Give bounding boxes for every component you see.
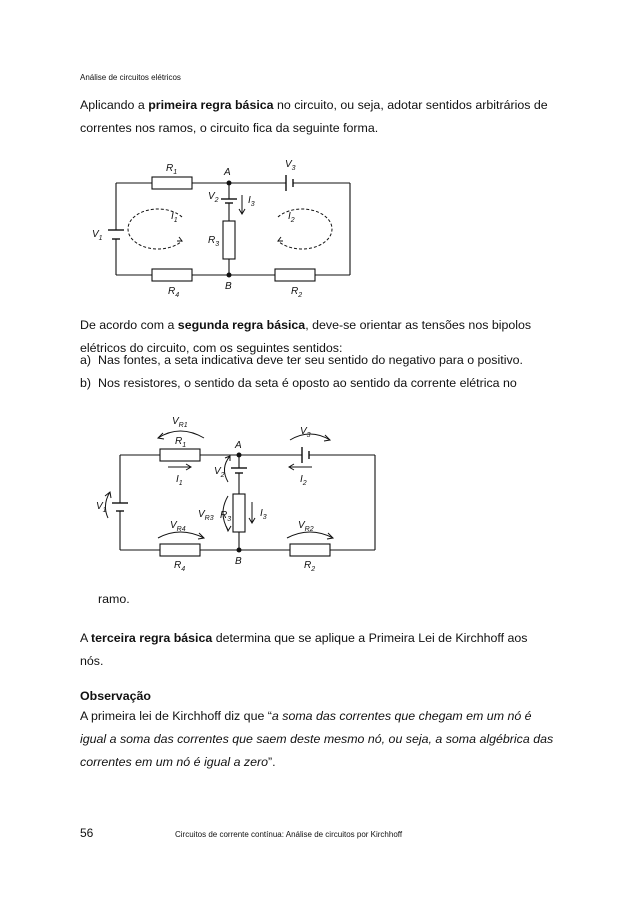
paragraph-second-rule: De acordo com a segunda regra básica, deve-se orientar as tensões nos bipolos elétricos do circuito, com os seguintes sentidos: bbox=[80, 318, 532, 355]
bold-first-rule: primeira regra básica bbox=[148, 98, 274, 112]
label-node-a: A bbox=[235, 440, 242, 451]
label-node-b: B bbox=[225, 281, 232, 292]
page-number: 56 bbox=[80, 826, 94, 840]
label-r1: $R_1$ bbox=[166, 163, 178, 176]
bold-second-rule: segunda regra básica bbox=[177, 318, 306, 332]
resistor-r4 bbox=[152, 269, 192, 281]
label-vr1: $V_{R1}$ bbox=[172, 416, 188, 429]
running-footer: Circuitos de corrente contínua: Análise de circuitos por Kirchhoff bbox=[175, 830, 403, 839]
node-b bbox=[237, 548, 242, 553]
observation-title: Observação bbox=[80, 689, 151, 703]
label-r3: $R_3$ bbox=[208, 235, 220, 248]
label-vr2: $V_{R2}$ bbox=[298, 520, 314, 533]
node-a bbox=[237, 453, 242, 458]
running-header: Análise de circuitos elétricos bbox=[80, 73, 181, 82]
label-v1: $V_1$ bbox=[96, 501, 107, 514]
resistor-r3 bbox=[223, 221, 235, 259]
label-r3: $R_3$ bbox=[220, 510, 232, 523]
list-item-a: a) Nas fontes, a seta indicativa deve ter seu sentido do negativo para o positivo. bbox=[80, 353, 523, 367]
label-i2: $I_2$ bbox=[300, 474, 307, 487]
label-vr3: $V_{R3}$ bbox=[198, 509, 214, 522]
label-r4: $R_4$ bbox=[174, 560, 186, 573]
label-i3: $I_3$ bbox=[260, 508, 267, 521]
current-arrow-i3 bbox=[239, 195, 245, 214]
source-v3 bbox=[302, 447, 309, 463]
voltage-arrow-v2 bbox=[224, 456, 230, 482]
label-r2: $R_2$ bbox=[304, 560, 316, 573]
list-item-b: b) Nos resistores, o sentido da seta é oposto ao sentido da corrente elétrica no bbox=[80, 376, 517, 390]
resistor-r2 bbox=[290, 544, 330, 556]
source-v2 bbox=[231, 468, 247, 473]
source-v2 bbox=[221, 199, 237, 203]
label-r4: $R_4$ bbox=[168, 286, 180, 299]
label-v3: $V_3$ bbox=[300, 426, 311, 439]
paragraph-third-rule: A terceira regra básica determina que se aplique a Primeira Lei de Kirchhoff aos nós. bbox=[80, 631, 528, 668]
source-v1 bbox=[112, 503, 128, 511]
resistor-r4 bbox=[160, 544, 200, 556]
loop-arrow-i1 bbox=[128, 209, 182, 249]
label-v3: $V_3$ bbox=[285, 159, 296, 172]
resistor-r1 bbox=[160, 449, 200, 461]
label-i1: $I_1$ bbox=[171, 211, 178, 224]
paragraph-first-rule: Aplicando a primeira regra básica no circuito, ou seja, adotar sentidos arbitrários de correntes nos ramos, o circuito fica da seguinte forma. bbox=[80, 98, 548, 135]
bold-third-rule: terceira regra básica bbox=[91, 631, 213, 645]
voltage-arrow-v1 bbox=[105, 492, 110, 518]
resistor-r3 bbox=[233, 494, 245, 532]
observation-text: A primeira lei de Kirchhoff diz que “a soma das correntes que chegam em um nó é igual a soma das correntes que saem deste mesmo nó, ou seja, a soma algébrica das correntes em um nó é igual a zero”. bbox=[80, 709, 554, 769]
label-v1: $V_1$ bbox=[92, 229, 103, 242]
label-vr4: $V_{R4}$ bbox=[170, 520, 186, 533]
list-item-b-continuation: ramo. bbox=[98, 592, 130, 606]
label-v2: $V_2$ bbox=[208, 191, 219, 204]
label-r2: $R_2$ bbox=[291, 286, 303, 299]
source-v3 bbox=[286, 175, 293, 191]
source-v1 bbox=[108, 230, 124, 239]
label-node-a: A bbox=[224, 167, 231, 178]
node-b bbox=[227, 273, 232, 278]
loop-arrow-i2 bbox=[278, 209, 332, 249]
circuit-figure-1 bbox=[80, 155, 380, 305]
label-i1: $I_1$ bbox=[176, 474, 183, 487]
label-node-b: B bbox=[235, 556, 242, 567]
label-i3: $I_3$ bbox=[248, 195, 255, 208]
circuit-figure-2 bbox=[80, 410, 400, 580]
node-a bbox=[227, 181, 232, 186]
label-v2: $V_2$ bbox=[214, 466, 225, 479]
resistor-r1 bbox=[152, 177, 192, 189]
label-i2: $I_2$ bbox=[288, 211, 295, 224]
resistor-r2 bbox=[275, 269, 315, 281]
label-r1: $R_1$ bbox=[175, 436, 187, 449]
